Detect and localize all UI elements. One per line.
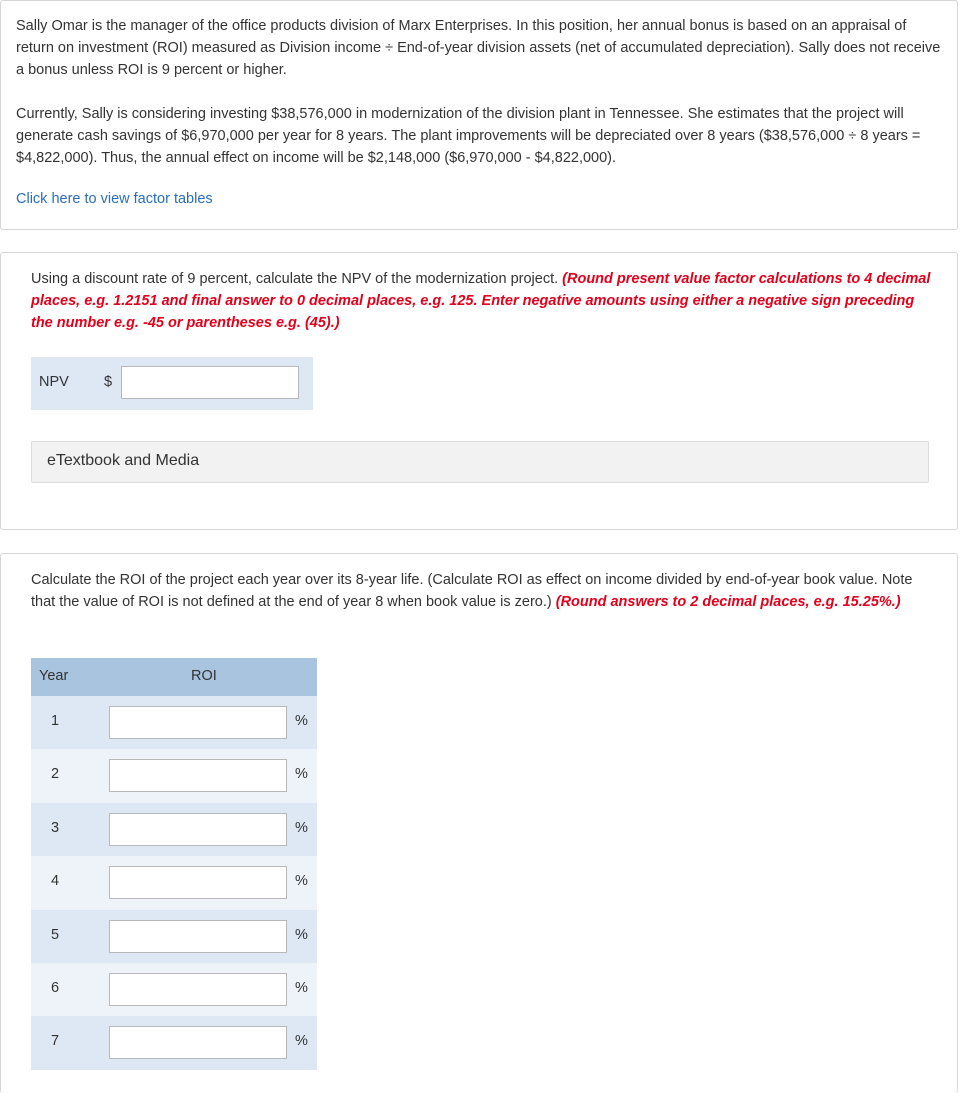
roi-input-year-4[interactable] [109, 866, 287, 899]
intro-paragraph-1: Sally Omar is the manager of the office products division of Marx Enterprises. In this position, her annual bonus is based on an appraisal of return on investment (ROI) measured as Division income ÷ End-of-year division assets (net of accumulated depreciation). Sally does not receive a bonus unless ROI is 9 percent or higher. [16, 18, 941, 78]
roi-question-panel [0, 553, 958, 1093]
problem-intro-panel [0, 0, 958, 230]
table-row [31, 749, 317, 802]
percent-sign: % [295, 979, 308, 996]
etextbook-media-label: eTextbook and Media [47, 452, 200, 469]
roi-question-text [31, 569, 931, 613]
year-cell: 2 [51, 766, 60, 783]
percent-sign: % [295, 873, 308, 890]
table-row [31, 963, 317, 1016]
npv-rounding-instruction: (Round present value factor calculations to 4 decimal places, e.g. 1.2151 and final answer to 0 decimal places, e.g. 125. Enter negative amounts using either a negative sign preceding the number e.g. -45 or parentheses e.g. (45).) [31, 271, 931, 331]
factor-tables-link[interactable]: Click here to view factor tables [16, 191, 213, 207]
percent-sign: % [295, 926, 308, 943]
etextbook-media-button[interactable] [31, 441, 929, 483]
table-row [31, 856, 317, 909]
table-row [31, 910, 317, 963]
percent-sign: % [295, 1033, 308, 1050]
year-cell: 1 [51, 713, 60, 729]
percent-sign: % [295, 766, 308, 783]
roi-table-header [31, 658, 317, 696]
npv-answer-row [31, 357, 313, 410]
roi-input-year-7[interactable] [109, 1026, 287, 1059]
roi-table [31, 658, 317, 1070]
npv-question-body: Using a discount rate of 9 percent, calculate the NPV of the modernization project. [31, 271, 563, 287]
dollar-sign: $ [104, 374, 113, 390]
percent-sign: % [295, 713, 308, 729]
table-row [31, 803, 317, 856]
year-cell: 6 [51, 979, 60, 996]
table-row [31, 1016, 317, 1069]
table-row [31, 696, 317, 749]
year-cell: 7 [51, 1033, 60, 1050]
roi-input-year-6[interactable] [109, 973, 287, 1006]
npv-input[interactable] [121, 366, 299, 399]
intro-paragraph-2: Currently, Sally is considering investing $38,576,000 in modernization of the division plant in Tennessee. She estimates that the project will generate cash savings of $6,970,000 per year for 8 years. The plant improvements will be depreciated over 8 years ($38,576,000 ÷ 8 years = $4,822,000). Thus, the annual effect on income will be $2,148,000 ($6,970,000 - $4,822,000). [16, 106, 921, 166]
roi-question-body: Calculate the ROI of the project each year over its 8-year life. (Calculate ROI as effect on income divided by end-of-year book value. Note that the value of ROI is not defined at the end of year 8 when book value is zero.) [31, 572, 913, 610]
npv-label: NPV [39, 374, 69, 390]
percent-sign: % [295, 819, 308, 836]
year-cell: 5 [51, 926, 60, 943]
year-cell: 4 [51, 873, 60, 890]
roi-column-header: ROI [191, 668, 217, 684]
roi-input-year-3[interactable] [109, 813, 287, 846]
roi-input-year-2[interactable] [109, 759, 287, 792]
roi-rounding-instruction: (Round answers to 2 decimal places, e.g. 15.25%.) [555, 594, 901, 610]
npv-question-panel [0, 252, 958, 530]
npv-question-text [31, 268, 931, 334]
year-cell: 3 [51, 819, 60, 836]
year-column-header: Year [39, 668, 69, 684]
roi-input-year-5[interactable] [109, 920, 287, 953]
roi-input-year-1[interactable] [109, 706, 287, 739]
